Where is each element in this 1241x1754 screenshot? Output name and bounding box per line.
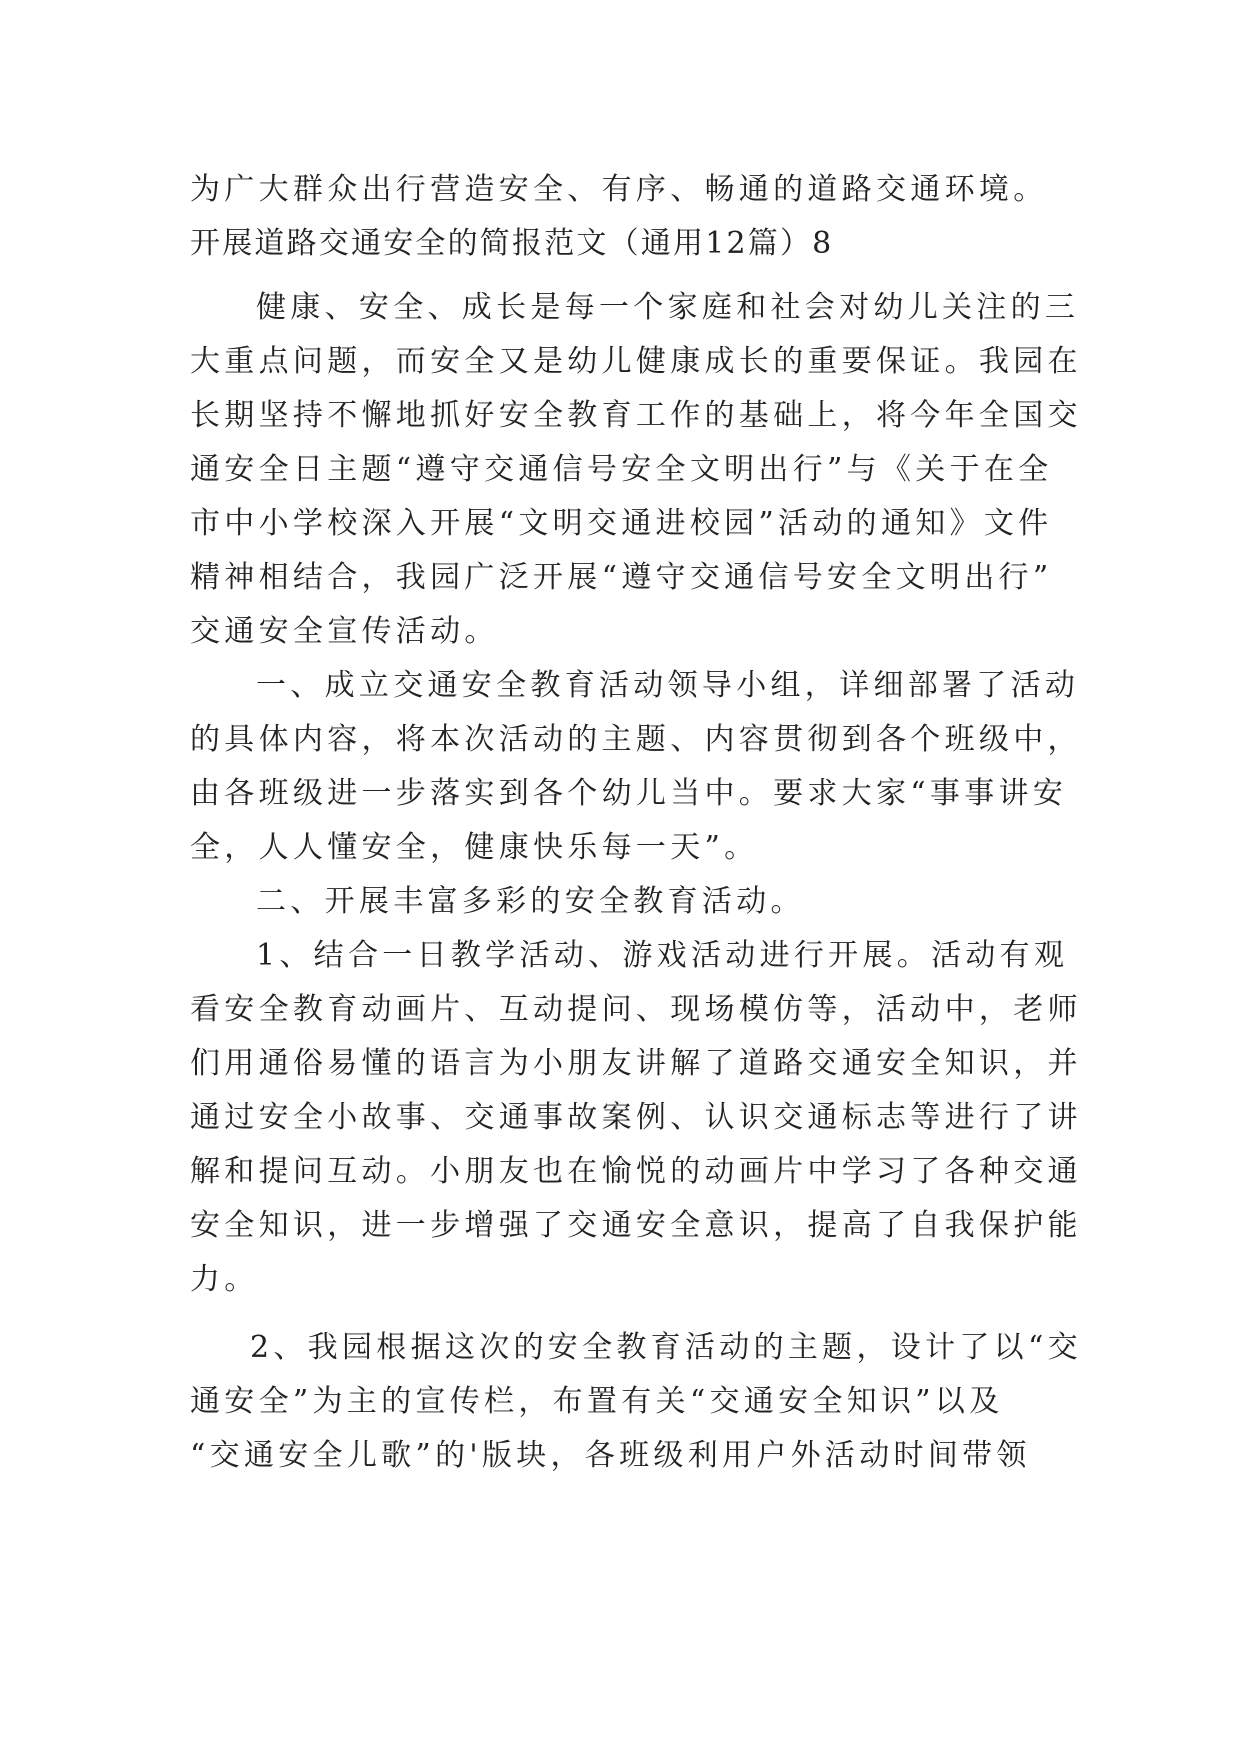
paragraph-line: 解和提问互动。小朋友也在愉悦的动画片中学习了各种交通 (190, 1154, 1082, 1189)
paragraph-line: “交通安全儿歌”的'版块，各班级利用户外活动时间带领 (190, 1438, 1031, 1473)
paragraph-line: 通安全日主题“遵守交通信号安全文明出行”与《关于在全 (190, 452, 1053, 487)
document-body (190, 163, 1082, 1483)
paragraph-line: 二、开展丰富多彩的安全教育活动。 (256, 884, 805, 919)
paragraph-gap (190, 1307, 1052, 1321)
paragraph-line: 精神相结合，我园广泛开展“遵守交通信号安全文明出行” (190, 560, 1053, 595)
paragraph-line: 健康、安全、成长是每一个家庭和社会对幼儿关注的三 (256, 290, 1080, 325)
paragraph-line: 交通安全宣传活动。 (190, 614, 499, 649)
paragraph-line: 的具体内容，将本次活动的主题、内容贯彻到各个班级中， (190, 722, 1082, 757)
paragraph-line: 们用通俗易懂的语言为小朋友讲解了道路交通安全知识，并 (190, 1046, 1082, 1081)
paragraph-line: 长期坚持不懈地抓好安全教育工作的基础上，将今年全国交 (190, 398, 1082, 433)
text-line: 为广大群众出行营造安全、有序、畅通的道路交通环境。 (190, 172, 1048, 207)
paragraph-line: 看安全教育动画片、互动提问、现场模仿等，活动中，老师 (190, 992, 1082, 1027)
paragraph-line: 大重点问题，而安全又是幼儿健康成长的重要保证。我园在 (190, 344, 1082, 379)
paragraph-line: 通安全”为主的宣传栏，布置有关“交通安全知识”以及 (190, 1384, 1004, 1419)
paragraph-line: 2、我园根据这次的安全教育活动的主题，设计了以“交 (250, 1330, 1082, 1365)
paragraph-line: 力。 (190, 1262, 259, 1297)
paragraph-line: 安全知识，进一步增强了交通安全意识，提高了自我保护能 (190, 1208, 1082, 1243)
paragraph-line: 通过安全小故事、交通事故案例、认识交通标志等进行了讲 (190, 1100, 1082, 1135)
section-title: 开展道路交通安全的简报范文（通用12篇）8 (190, 226, 834, 261)
paragraph-line: 1、结合一日教学活动、游戏活动进行开展。活动有观 (256, 938, 1069, 973)
paragraph-line: 全，人人懂安全，健康快乐每一天”。 (190, 830, 759, 865)
paragraph-line: 一、成立交通安全教育活动领导小组，详细部署了活动 (256, 668, 1080, 703)
paragraph-line: 由各班级进一步落实到各个幼儿当中。要求大家“事事讲安 (190, 776, 1068, 811)
paragraph-line: 市中小学校深入开展“文明交通进校园”活动的通知》文件 (190, 506, 1053, 541)
